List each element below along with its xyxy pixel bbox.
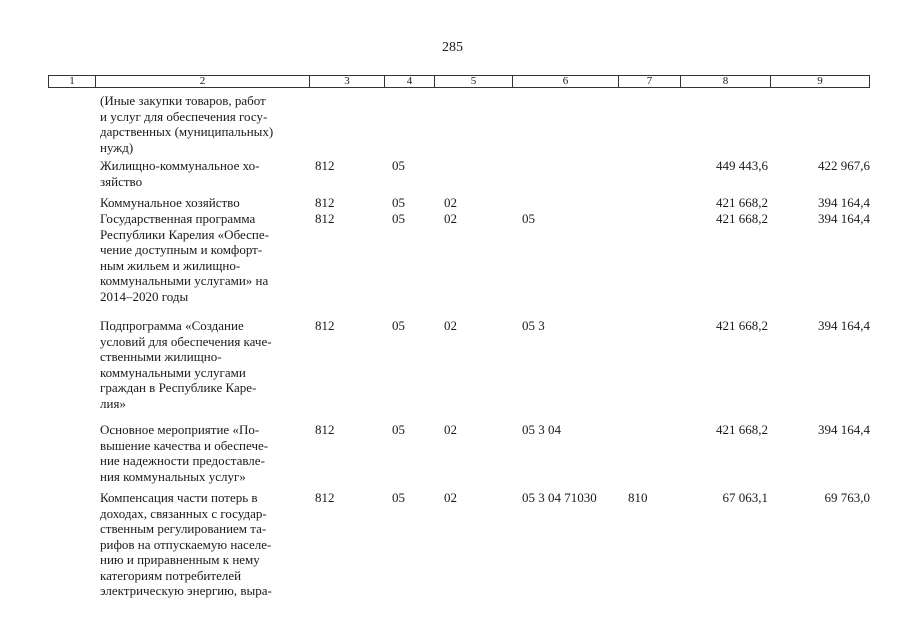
page-number: 285 [442, 40, 463, 55]
row-cell-c9: 394 164,4 [818, 211, 870, 226]
description-line: Жилищно-коммунальное хо- [100, 158, 260, 173]
row-cell-c8: 421 668,2 [716, 211, 768, 226]
row-cell-c4: 05 [392, 211, 405, 226]
row-cell-c4: 05 [392, 318, 405, 333]
description-line: Подпрограмма «Создание [100, 318, 244, 333]
row-description [100, 422, 310, 484]
row-cell-c8: 421 668,2 [716, 422, 768, 437]
column-header-4: 4 [385, 76, 435, 87]
row-cell-c9: 394 164,4 [818, 195, 870, 210]
row-cell-c6: 05 3 04 71030 [522, 490, 597, 505]
row-description [100, 211, 310, 304]
description-line: доходах, связанных с государ- [100, 505, 267, 521]
description-line: рифов на отпускаемую населе- [100, 536, 272, 552]
row-cell-c6: 05 3 04 [522, 422, 561, 437]
description-line: зяйство [100, 173, 143, 189]
description-line: Основное мероприятие «По- [100, 422, 260, 437]
row-cell-c5: 02 [444, 490, 457, 505]
row-cell-c7: 810 [628, 490, 648, 505]
description-line: нию и приравненным к нему [100, 552, 260, 567]
description-line: лия» [100, 395, 126, 411]
row-cell-c9: 422 967,6 [818, 158, 870, 173]
description-line: дарственных (муниципальных) [100, 124, 274, 139]
description-line: категориям потребителей [100, 567, 242, 583]
row-cell-c4: 05 [392, 490, 405, 505]
description-line: условий для обеспечения каче- [100, 333, 272, 349]
column-header-7: 7 [619, 76, 681, 87]
row-cell-c5: 02 [444, 422, 457, 437]
description-line: Республики Карелия «Обеспе- [100, 226, 269, 242]
row-cell-c9: 69 763,0 [824, 490, 870, 505]
description-line: Государственная программа [100, 211, 256, 226]
row-cell-c8: 421 668,2 [716, 318, 768, 333]
row-cell-c3: 812 [315, 211, 335, 226]
description-line: нужд) [100, 139, 134, 155]
description-line: ственными жилищно- [100, 349, 222, 364]
row-cell-c9: 394 164,4 [818, 422, 870, 437]
column-header-6: 6 [513, 76, 619, 87]
column-header-5: 5 [435, 76, 513, 87]
description-line: и услуг для обеспечения госу- [100, 108, 268, 124]
row-description [100, 318, 310, 411]
row-cell-c4: 05 [392, 158, 405, 173]
row-cell-c3: 812 [315, 490, 335, 505]
column-header-row [48, 75, 870, 88]
description-line: Компенсация части потерь в [100, 490, 258, 505]
row-description [100, 93, 310, 155]
description-line: электрическую энергию, выра- [100, 583, 272, 598]
row-cell-c5: 02 [444, 211, 457, 226]
row-cell-c9: 394 164,4 [818, 318, 870, 333]
description-line: ния коммунальных услуг» [100, 468, 246, 484]
row-cell-c6: 05 3 [522, 318, 545, 333]
column-header-2: 2 [96, 76, 310, 87]
column-header-9: 9 [817, 75, 823, 87]
column-header-3: 3 [310, 76, 385, 87]
row-cell-c4: 05 [392, 422, 405, 437]
description-line: коммунальными услугами [100, 364, 246, 380]
row-description [100, 158, 310, 189]
row-cell-c3: 812 [315, 158, 335, 173]
description-line: ственным регулированием та- [100, 521, 267, 536]
description-line: вышение качества и обеспече- [100, 437, 269, 453]
row-cell-c3: 812 [315, 318, 335, 333]
description-line: Коммунальное хозяйство [100, 195, 240, 210]
description-line: чение доступным и комфорт- [100, 242, 263, 257]
row-cell-c3: 812 [315, 422, 335, 437]
column-header-8: 8 [681, 76, 771, 87]
column-header-1: 1 [49, 76, 96, 87]
row-cell-c3: 812 [315, 195, 335, 210]
description-line: ние надежности предоставле- [100, 453, 265, 468]
description-line: ным жильем и жилищно- [100, 257, 241, 273]
row-description [100, 195, 310, 211]
row-cell-c6: 05 [522, 211, 535, 226]
row-cell-c8: 67 063,1 [722, 490, 768, 505]
description-line: коммунальными услугами» на [100, 273, 269, 288]
row-cell-c4: 05 [392, 195, 405, 210]
description-line: (Иные закупки товаров, работ [100, 93, 266, 108]
row-cell-c5: 02 [444, 195, 457, 210]
description-line: 2014–2020 годы [100, 288, 189, 304]
row-cell-c8: 449 443,6 [716, 158, 768, 173]
row-cell-c5: 02 [444, 318, 457, 333]
row-description [100, 490, 310, 599]
row-cell-c8: 421 668,2 [716, 195, 768, 210]
description-line: граждан в Республике Каре- [100, 380, 257, 395]
